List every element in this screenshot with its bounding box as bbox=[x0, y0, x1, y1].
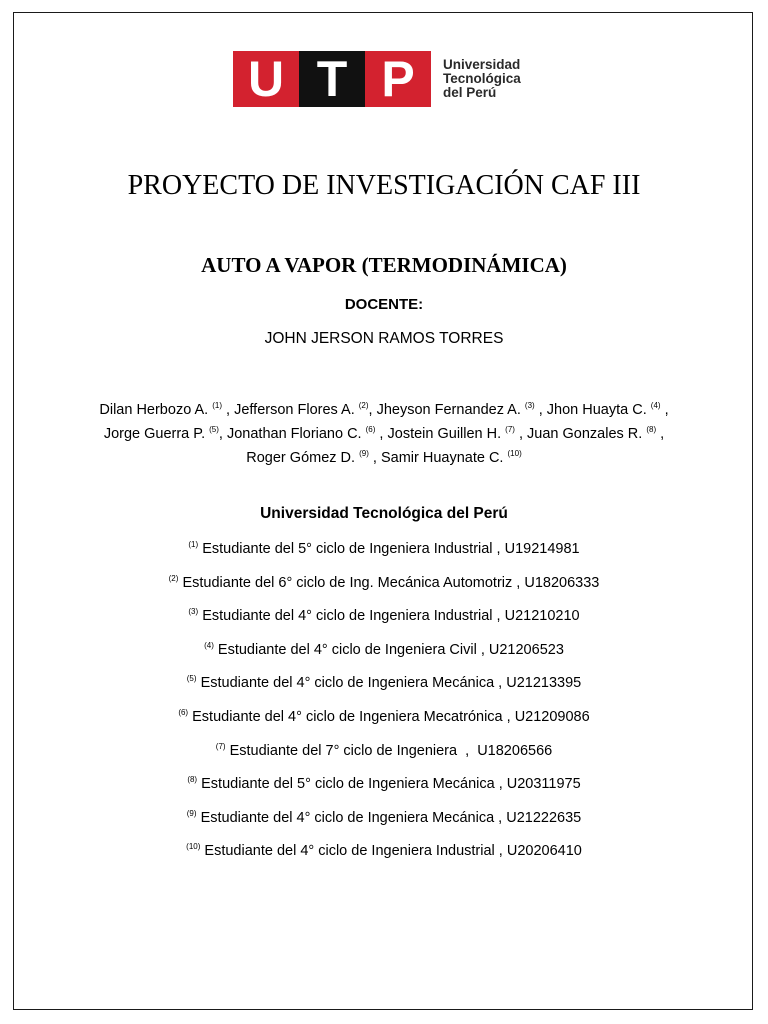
document-page bbox=[13, 12, 753, 1010]
logo-line: Universidad bbox=[443, 57, 521, 72]
author-ref: (6) bbox=[365, 425, 376, 435]
author-name: Jhon Huayta C. bbox=[546, 402, 647, 418]
author-name: Jonathan Floriano C. bbox=[226, 426, 362, 442]
author-ref: (5) bbox=[209, 425, 219, 435]
affiliation-item bbox=[14, 541, 754, 575]
docente-label: DOCENTE: bbox=[344, 296, 424, 313]
author-name: Jostein Guillen H. bbox=[387, 426, 502, 442]
author-ref: (9) bbox=[359, 449, 369, 459]
author-ref: (3) bbox=[524, 401, 535, 411]
author-name: Dilan Herbozo A. bbox=[99, 402, 209, 418]
utp-logo bbox=[233, 51, 521, 107]
author-ref: (1) bbox=[212, 401, 222, 411]
affiliation-text: Estudiante del 5° ciclo de Ingeniera Industrial , U19214981 bbox=[202, 541, 580, 557]
author-ref: (4) bbox=[650, 401, 661, 411]
affiliation-item bbox=[14, 575, 754, 609]
author-name: Juan Gonzales R. bbox=[527, 426, 643, 442]
affiliation-text: Estudiante del 4° ciclo de Ingeniera Industrial , U20206410 bbox=[204, 843, 582, 860]
affiliation-text: Estudiante del 6° ciclo de Ing. Mecánica Automotriz , U18206333 bbox=[182, 574, 600, 591]
affiliation-item bbox=[14, 743, 754, 777]
affiliation-item bbox=[14, 608, 754, 642]
document-subtitle: AUTO A VAPOR (TERMODINÁMICA) bbox=[201, 253, 567, 277]
author-ref: (2) bbox=[358, 401, 369, 411]
affiliation-item bbox=[14, 776, 754, 810]
author-name: Jorge Guerra P. bbox=[103, 426, 206, 442]
affiliation-item bbox=[14, 675, 754, 709]
affiliation-ref: (9) bbox=[186, 808, 197, 818]
logo-letter-u: U bbox=[233, 51, 299, 107]
document-title: PROYECTO DE INVESTIGACIÓN CAF III bbox=[127, 170, 641, 201]
author-name: Samir Huaynate C. bbox=[380, 450, 504, 466]
affiliation-text: Estudiante del 4° ciclo de Ingeniera Civil , U21206523 bbox=[217, 641, 564, 658]
affiliation-ref: (5) bbox=[186, 674, 197, 684]
author-list: Dilan Herbozo A. $^{(1)}$ , Jefferson Flores A. $^{(2)}$, Jheyson Fernandez A. $^{(3)}$ , Jhon Huayta C. $^{(4)}$ , Jorge Guerra P. $^{(5)}$, Jonathan Floriano C. $^{(6)}$ , Jostein Guillen H. $^{(7)}$ , Juan Gonzales R. $^{(8)}$ , Roger Gómez D. $^{(9)}$ , Samir Huaynate C. $^{(10)}$ bbox=[99, 401, 669, 466]
affiliation-item bbox=[14, 642, 754, 676]
affiliation-ref: (3) bbox=[188, 607, 199, 617]
author-name: Jefferson Flores A. bbox=[234, 402, 355, 418]
affiliation-ref: (4) bbox=[204, 640, 214, 650]
author-ref: (10) bbox=[507, 449, 522, 459]
affiliation-text: Estudiante del 7° ciclo de Ingeniera , U18206566 bbox=[229, 742, 553, 759]
affiliation-ref: (7) bbox=[215, 741, 226, 751]
author-name: Roger Gómez D. bbox=[246, 450, 356, 466]
affiliation-item bbox=[14, 810, 754, 844]
logo-letter-t: T bbox=[299, 51, 365, 107]
author-ref: (8) bbox=[646, 425, 657, 435]
affiliation-ref: (8) bbox=[187, 775, 198, 785]
author-ref: (7) bbox=[505, 425, 515, 435]
affiliation-text: Estudiante del 4° ciclo de Ingeniera Mecatrónica , U21209086 bbox=[192, 708, 590, 725]
affiliation-text: Estudiante del 4° ciclo de Ingeniera Mecánica , U21213395 bbox=[200, 675, 582, 692]
affiliation-ref: (1) bbox=[188, 540, 199, 550]
university-heading: Universidad Tecnológica del Perú bbox=[260, 505, 508, 522]
affiliation-list bbox=[14, 541, 754, 877]
logo-line: Tecnológica bbox=[443, 71, 521, 86]
affiliation-ref: (10) bbox=[186, 842, 201, 852]
affiliation-text: Estudiante del 4° ciclo de Ingeniera Industrial , U21210210 bbox=[202, 608, 580, 625]
logo-letter-p: P bbox=[365, 51, 431, 107]
affiliation-ref: (2) bbox=[168, 573, 179, 583]
author-name: Jheyson Fernandez A. bbox=[376, 402, 521, 418]
affiliation-item bbox=[14, 843, 754, 877]
affiliation-text: Estudiante del 4° ciclo de Ingeniera Mecánica , U21222635 bbox=[200, 809, 582, 826]
logo-wordmark bbox=[443, 58, 521, 100]
affiliation-ref: (6) bbox=[178, 708, 189, 718]
affiliation-text: Estudiante del 5° ciclo de Ingeniera Mecánica , U20311975 bbox=[201, 776, 581, 793]
docente-name: JOHN JERSON RAMOS TORRES bbox=[264, 330, 504, 347]
affiliation-item bbox=[14, 709, 754, 743]
logo-line: del Perú bbox=[443, 85, 497, 100]
